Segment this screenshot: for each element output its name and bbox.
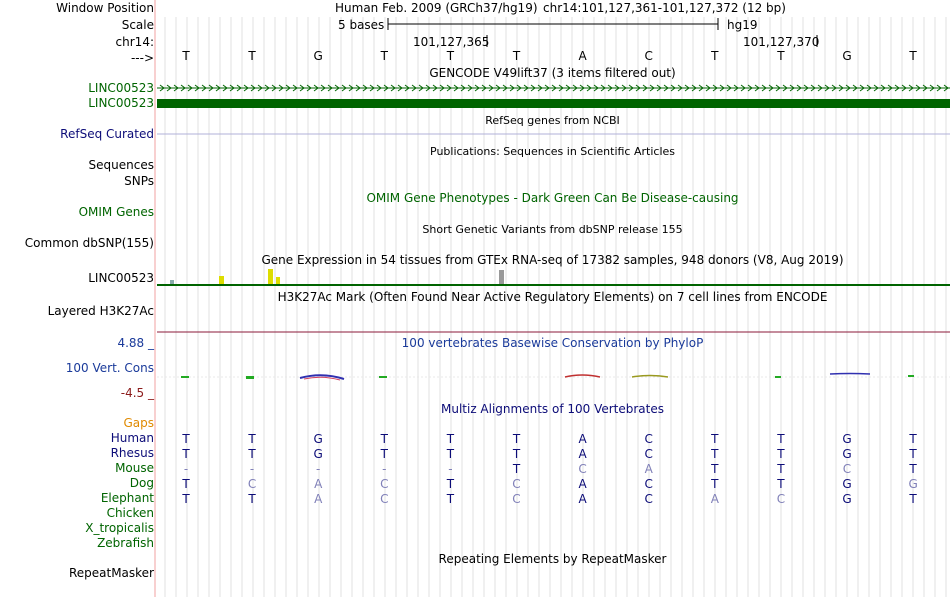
alignment-base: A — [710, 492, 719, 506]
alignment-base: C — [644, 447, 653, 461]
gtex-track-label[interactable]: LINC00523 — [88, 271, 154, 285]
species-label[interactable]: Dog — [129, 476, 154, 490]
gencode-item-label-1[interactable]: LINC00523 — [88, 81, 154, 95]
alignment-base: - — [448, 462, 453, 476]
scale-bar-text: 5 bases — [338, 18, 385, 32]
alignment-base: T — [446, 447, 455, 461]
refseq-track-label[interactable]: RefSeq Curated — [60, 127, 154, 141]
refseq-track-title[interactable]: RefSeq genes from NCBI — [485, 114, 620, 127]
multiz-track-title[interactable]: Multiz Alignments of 100 Vertebrates — [440, 402, 665, 416]
gtex-bar — [276, 277, 280, 284]
phylop-mark — [181, 376, 189, 378]
gencode-item-label-2[interactable]: LINC00523 — [88, 96, 154, 110]
phylop-min-label: -4.5 _ — [120, 386, 154, 400]
alignment-base: T — [380, 447, 388, 461]
alignment-base: - — [183, 462, 189, 476]
phylop-max-label: 4.88 _ — [117, 336, 154, 350]
alignment-base: T — [777, 477, 785, 491]
alignment-base: T — [512, 447, 521, 461]
repeatmasker-track-title[interactable]: Repeating Elements by RepeatMasker — [438, 552, 667, 566]
alignment-base: C — [842, 462, 852, 476]
alignment-base: T — [711, 477, 719, 491]
alignment-base: C — [578, 462, 587, 476]
coordinate-b: 101,127,370 — [743, 35, 820, 49]
species-label[interactable]: Human — [110, 431, 154, 445]
alignment-base: T — [248, 447, 256, 461]
phylop-mark — [830, 374, 870, 375]
alignment-base: T — [711, 447, 719, 461]
alignment-base: C — [644, 432, 653, 446]
alignment-base: C — [512, 492, 521, 506]
omim-track-label[interactable]: OMIM Genes — [78, 205, 154, 219]
alignment-base: G — [842, 477, 852, 491]
gencode-exon-block — [157, 99, 950, 108]
alignment-base: G — [908, 477, 918, 491]
phylop-mark — [304, 377, 340, 380]
ruler-base: T — [711, 49, 719, 63]
ruler-base: T — [380, 49, 388, 63]
phylop-mark — [775, 376, 781, 378]
alignment-base: G — [842, 447, 852, 461]
alignment-base: A — [578, 477, 587, 491]
alignment-base: C — [380, 477, 389, 491]
ruler-base: G — [313, 49, 323, 63]
alignment-base: T — [777, 432, 785, 446]
gtex-bar — [170, 280, 174, 284]
scale-db: hg19 — [727, 18, 758, 32]
label-chrom: chr14: — [115, 35, 154, 49]
alignment-base: T — [248, 492, 256, 506]
ruler-base: A — [578, 49, 587, 63]
phylop-mark — [246, 376, 254, 379]
h3k27ac-track-label[interactable]: Layered H3K27Ac — [47, 304, 154, 318]
alignment-base: C — [644, 492, 653, 506]
gencode-track-title[interactable]: GENCODE V49lift37 (3 items filtered out) — [429, 66, 676, 80]
alignment-base: G — [313, 447, 323, 461]
species-label[interactable]: Elephant — [100, 491, 154, 505]
label-window-position: Window Position — [56, 1, 154, 15]
ruler-base: T — [909, 49, 917, 63]
species-label[interactable]: X_tropicalis — [85, 521, 154, 535]
alignment-base: A — [578, 447, 587, 461]
alignment-base: A — [578, 492, 587, 506]
species-label[interactable]: Zebrafish — [97, 536, 154, 550]
assembly-name: Human Feb. 2009 (GRCh37/hg19) — [335, 1, 538, 15]
alignment-base: T — [711, 432, 719, 446]
alignment-base: - — [316, 462, 321, 476]
alignment-base: G — [842, 492, 852, 506]
alignment-base: - — [382, 462, 387, 476]
gaps-label: Gaps — [123, 416, 154, 430]
alignment-base: T — [777, 462, 785, 476]
gtex-bar — [499, 270, 504, 284]
label-strand: ---> — [130, 51, 154, 65]
publications-track-title[interactable]: Publications: Sequences in Scientific Articles — [430, 145, 675, 158]
ruler-base: T — [512, 49, 521, 63]
ruler-base: G — [842, 49, 852, 63]
species-label[interactable]: Chicken — [106, 506, 154, 520]
window-position-text: chr14:101,127,361-101,127,372 (12 bp) — [543, 1, 786, 15]
alignment-base: T — [182, 492, 190, 506]
phylop-track-label[interactable]: 100 Vert. Cons — [65, 361, 154, 375]
gtex-track-title[interactable]: Gene Expression in 54 tissues from GTEx RNA-seq of 17382 samples, 948 donors (V8, Aug 2019) — [261, 253, 844, 267]
alignment-base: G — [842, 432, 852, 446]
gtex-bar — [219, 276, 224, 284]
ruler-base: C — [644, 49, 653, 63]
alignment-base: A — [314, 477, 323, 491]
alignment-base: T — [182, 477, 190, 491]
alignment-base: T — [182, 447, 190, 461]
alignment-base: C — [512, 477, 521, 491]
species-label[interactable]: Rhesus — [110, 446, 154, 460]
alignment-base: T — [777, 447, 785, 461]
ruler-base: T — [777, 49, 785, 63]
alignment-base: T — [380, 432, 388, 446]
phylop-mark — [908, 375, 914, 377]
alignment-base: T — [909, 447, 917, 461]
alignment-base: A — [314, 492, 323, 506]
alignment-base: T — [182, 432, 190, 446]
h3k27ac-track-title[interactable]: H3K27Ac Mark (Often Found Near Active Regulatory Elements) on 7 cell lines from ENCODE — [277, 290, 828, 304]
dbsnp-track-label[interactable]: Common dbSNP(155) — [24, 236, 154, 250]
dbsnp-track-title[interactable]: Short Genetic Variants from dbSNP release 155 — [422, 223, 683, 236]
alignment-base: A — [578, 432, 587, 446]
phylop-mark — [379, 376, 387, 378]
ruler-base: T — [446, 49, 455, 63]
gtex-bar — [268, 269, 273, 284]
alignment-base: T — [446, 477, 455, 491]
species-label[interactable]: Mouse — [115, 461, 154, 475]
alignment-base: C — [380, 492, 389, 506]
alignment-base: C — [776, 492, 786, 506]
alignment-base: T — [512, 462, 521, 476]
alignment-base: T — [909, 492, 917, 506]
coordinate-a: 101,127,365 — [413, 35, 490, 49]
alignment-base: T — [909, 432, 917, 446]
alignment-base: - — [249, 462, 255, 476]
ruler-base: T — [248, 49, 256, 63]
ruler-base: T — [182, 49, 190, 63]
snps-track-label[interactable]: SNPs — [124, 174, 154, 188]
alignment-base: T — [512, 432, 521, 446]
alignment-base: T — [446, 432, 455, 446]
sequences-track-label[interactable]: Sequences — [88, 158, 154, 172]
alignment-base: C — [644, 477, 653, 491]
alignment-base: T — [446, 492, 455, 506]
label-scale: Scale — [121, 18, 154, 32]
omim-track-title[interactable]: OMIM Gene Phenotypes - Dark Green Can Be Disease-causing — [366, 191, 739, 205]
alignment-base: A — [644, 462, 653, 476]
alignment-base: G — [313, 432, 323, 446]
repeatmasker-track-label[interactable]: RepeatMasker — [68, 566, 154, 580]
alignment-base: T — [909, 462, 917, 476]
alignment-base: T — [248, 432, 256, 446]
alignment-base: C — [247, 477, 257, 491]
phylop-track-title[interactable]: 100 vertebrates Basewise Conservation by PhyloP — [401, 336, 704, 350]
alignment-base: T — [711, 462, 719, 476]
